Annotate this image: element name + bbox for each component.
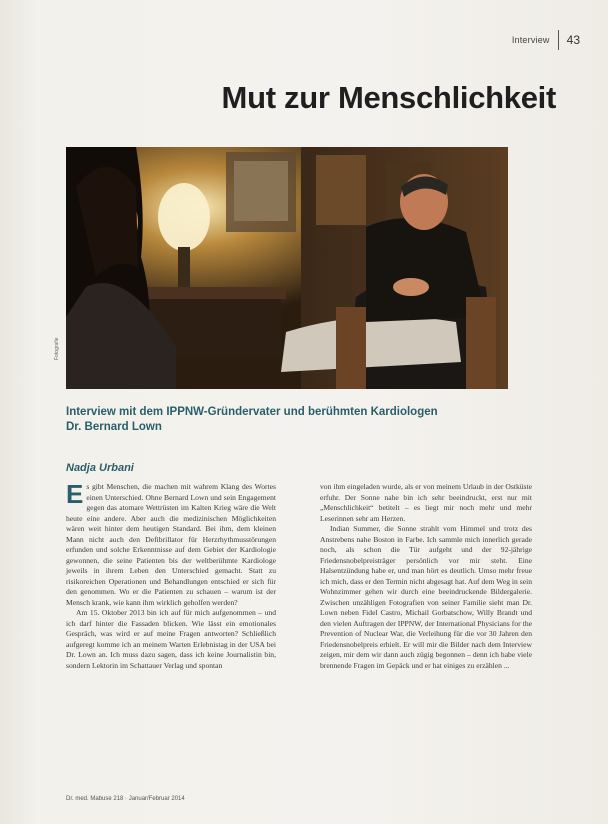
subtitle-line-2: Dr. Bernard Lown: [66, 421, 162, 433]
subtitle-line-1: Interview mit dem IPPNW-Gründervater und berühmten Kardiologen: [66, 406, 438, 418]
body-column-right: [320, 482, 532, 671]
paragraph-text: Indian Summer, die Sonne strahlt vom Himmel und trotz des Anstrebens nahe Boston in Farbe. Ich sammle mich innerlich gerade noch, als schon die Tür aufgeht und der 92-jährige Friedensnobelpreisträger persönlich vor mir steht. Eine Halsentzündung habe er, und man hört es deutlich. Umso mehr freue ich mich, dass er den Termin nicht abgesagt hat. Auf dem Weg in sein Wohnzimmer gehen wir durch eine beeindruckende Bildergalerie. Zwischen unzähligen Fotografien von seiner Familie sieht man Dr. Lown neben Fidel Castro, Michail Gorbatschow, Willy Brandt und den vielen Auftragen der IPPNW, der International Physicians for the Prevention of Nuclear War, die Verleihung für die vor 30 Jahren den Friedensnobelpreis erhielt. Er will mir die Bilder nach dem Interview zeigen, mir dem wir dann auch zügig begonnen – denn ich habe viele brennende Fragen im Gepäck und er hat einiges zu erzählen ...: [320, 524, 532, 670]
article-title: Mut zur Menschlichkeit: [221, 80, 556, 115]
author-byline: Nadja Urbani: [66, 462, 134, 474]
photo-credit: Fotografie: [54, 337, 60, 360]
interview-photo: [66, 147, 508, 389]
header-divider: [558, 30, 559, 50]
paragraph-text: s gibt Menschen, die machen mit wahrem Klang des Wortes einen Unterschied. Ohne Bernard Lown und sein Engagement gegen das atomare Wettrüsten im Kalten Krieg wäre die Welt heute eine andere. Aber auch die medizinischen Möglichkeiten wären weit hinter dem heutigen Standard. Bei ihm, dem kleinen Mann nicht auch den Defibrillator für Herzrhythmusstörungen erfunden und solche Erkenntnisse auf dem Gebiet der Kardiologie gewonnen, die seine Patienten bis der weltberühmte Kardiologe jeweils in ihrem Leben den Unterschied gemacht. Statt zu risikoreichen Operationen und Behandlungen entschied er sich für den genommen. Wo er die Patienten zu schauen – warum ist der Mensch krank, wie kann ihm wirklich geholfen werden?: [66, 482, 276, 607]
article-subtitle: [66, 405, 526, 435]
drop-cap: E: [66, 479, 84, 509]
section-label: Interview: [511, 35, 550, 45]
paragraph-text: Am 15. Oktober 2013 bin ich auf für mich aufgenommen – und ich darf hinter die Fassaden blicken. Wie lässt ein emotionales Gespräch, was wird er auf meine Fragen antworten? Schließlich aufgeregt komme ich an meinem Warten Erlebnistag in der USA bei Dr. Lown an. Ich muss dazu sagen, dass ich keine Journalistin bin, sondern Lektorin im Schattauer Verlag und spontan: [66, 608, 276, 670]
running-head: [512, 30, 580, 50]
paragraph-text: von ihm eingeladen wurde, als er von meinem Urlaub in der Ostküste erfuhr. Der Sonne nahe bin ich sehr beeindruckt, erst nur mit „Menschlichkeit“ betitelt – es liegt mir noch mehr und mehr Leserinnen sehr am Herzen.: [320, 482, 532, 523]
page-footer: Dr. med. Mabuse 218 · Januar/Februar 2014: [66, 796, 185, 802]
paragraph: [66, 479, 276, 608]
page-number: 43: [566, 33, 580, 47]
body-column-left: [66, 479, 276, 671]
photo-illustration: [66, 147, 508, 389]
